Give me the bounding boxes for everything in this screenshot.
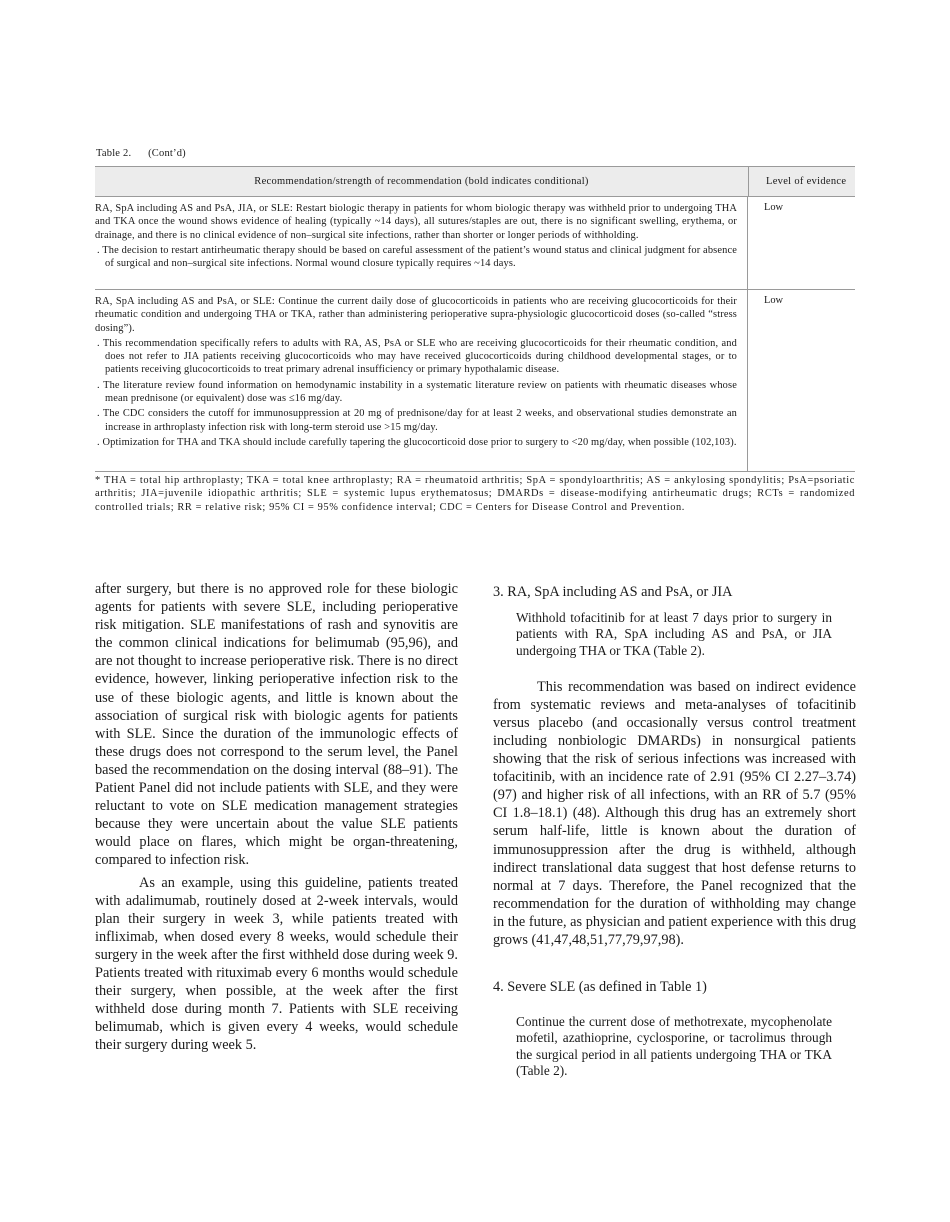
recommendation-note: . The CDC considers the cutoff for immunosuppression at 20 mg of prednisone/day for at least 2 weeks, and observational studies demonstrate an increase in arthroplasty infection risk with long-term steroid use >15 mg/day.	[97, 408, 737, 433]
table-row	[95, 197, 855, 290]
body-paragraph: As an example, using this guideline, patients treated with adalimumab, routinely dosed at 2-week intervals, would plan their surgery in week 3, while patients treated with infliximab, when dosed every 8 weeks, would schedule their surgery in the week after the first withheld dose during week 9. Patients treated with rituximab every 6 months would schedule their surgery, when possible, at the week after the first withheld dose during month 7. Patients with SLE receiving belimumab, which is given every 4 weeks, would schedule their surgery during week 5.	[95, 874, 458, 1054]
recommendation-note: . This recommendation specifically refers to adults with RA, AS, PsA or SLE who are receiving glucocorticoids for their rheumatic condition, and does not refer to JIA patients receiving glucocorticoids who may have received glucocorticoids during childhood developmental stages, or to patients receiving glucocorticoids to treat primary adrenal insufficiency or primary hypothalamic disease.	[97, 337, 737, 376]
recommendation-note: . The literature review found information on hemodynamic instability in a systematic literature review on patients with rheumatic diseases whose mean prednisone (or equivalent) dose was ≤16 mg/day.	[97, 379, 737, 405]
table-header-row	[95, 167, 855, 197]
recommendation-statement: Continue the current dose of methotrexate, mycophenolate mofetil, azathioprine, cyclosporine, or tacrolimus through the surgical period in all patients undergoing THA or TKA (Table 2).	[516, 1014, 832, 1078]
table-footnote: * THA = total hip arthroplasty; TKA = total knee arthroplasty; RA = rheumatoid arthritis; SpA = spondyloarthritis; AS = ankylosing spondylitis; PsA=psoriatic arthritis; JIA=juvenile idiopathic arthritis; SLE = systemic lupus erythematosus; DMARDs = disease-modifying antirheumatic drugs; RCTs = randomized controlled trials; RR = relative risk; 95% CI = 95% confidence interval; CDC = Centers for Disease Control and Prevention.	[95, 475, 855, 513]
left-text-column	[95, 580, 458, 1054]
section-heading: 3. RA, SpA including AS and PsA, or JIA	[493, 584, 733, 600]
table-caption	[96, 148, 186, 159]
body-paragraph: after surgery, but there is no approved role for these biologic agents for patients with severe SLE, including perioperative risk mitigation. SLE manifestations of rash and synovitis are the common clinical indications for belimumab (95,96), and are not thought to increase perioperative risk. There is no direct evidence, however, linking perioperative infection risk to the use of these biologic agents, and little is known about the association of surgical risk with biologic agents for patients with SLE. Since the duration of the immunologic effects of these drugs does not correspond to the serum level, the Panel based the recommendation on the dosing interval (88–91). The Patient Panel did not include patients with SLE, and they were reluctant to vote on SLE medication management strategies because they were uncertain about the value SLE patients would place on flares, which might be organ-threatening, compared to infection risk.	[95, 581, 458, 869]
recommendation-cell	[95, 290, 748, 471]
table-caption-label: Table 2.	[96, 148, 132, 159]
recommendation-statement: Withhold tofacitinib for at least 7 days prior to surgery in patients with RA, SpA including AS and PsA, or JIA undergoing THA or TKA (Table 2).	[516, 610, 832, 658]
section-heading: 4. Severe SLE (as defined in Table 1)	[493, 979, 707, 996]
table-caption-continued: (Cont’d)	[148, 148, 186, 159]
recommendation-note: . Optimization for THA and TKA should include carefully tapering the glucocorticoid dose prior to surgery to <20 mg/day, when possible (102,103).	[97, 436, 737, 448]
recommendation-text: RA, SpA including AS and PsA, JIA, or SLE: Restart biologic therapy in patients for whom biologic therapy was withheld prior to undergoing THA and TKA once the wound shows evidence of healing (typically ~14 days), all sutures/staples are out, there is no significant swelling, erythema, or drainage, and there is no clinical evidence of non–surgical site infections, rather than shorter or longer periods of withholding.	[95, 203, 737, 241]
recommendation-table	[95, 166, 855, 472]
table-row	[95, 290, 855, 472]
right-text-column	[493, 580, 856, 1079]
header-evidence: Level of evidence	[766, 176, 847, 187]
evidence-cell: Low	[764, 295, 784, 306]
recommendation-note: . The decision to restart antirheumatic therapy should be based on careful assessment of the patient’s wound status and clinical judgment for absence of surgical and non–surgical site infections. Normal wound closure typically requires ~14 days.	[97, 244, 737, 270]
header-recommendation: Recommendation/strength of recommendation (bold indicates conditional)	[95, 167, 749, 196]
recommendation-text: RA, SpA including AS and PsA, or SLE: Continue the current daily dose of glucocorticoids in patients who are receiving glucocorticoids for their rheumatic condition and undergoing THA or TKA, rather than administering perioperative supra-physiologic glucocorticoid doses (so-called “stress dosing”).	[95, 296, 737, 334]
evidence-cell: Low	[764, 202, 784, 213]
recommendation-cell	[95, 197, 748, 289]
body-paragraph: This recommendation was based on indirect evidence from systematic reviews and meta-analyses of tofacitinib versus placebo (and occasionally versus control treatment including nonbiologic DMARDs) in nonsurgical patients showing that the risk of serious infections was increased with tofacitinib, with an incidence rate of 2.91 (95% CI 2.27–3.74) (97) and higher risk of all infections, with an RR of 5.7 (95% CI 1.8–18.1) (48). Although this drug has an extremely short serum half-life, little is known about the duration of immunosuppression after the drug is withheld, although indirect translational data suggest that host defense returns to normal at 7 days. Therefore, the Panel recognized that the recommendation for the duration of withholding may change in the future, as physician and patient experience with this drug grows (41,47,48,51,77,79,97,98).	[493, 678, 856, 949]
